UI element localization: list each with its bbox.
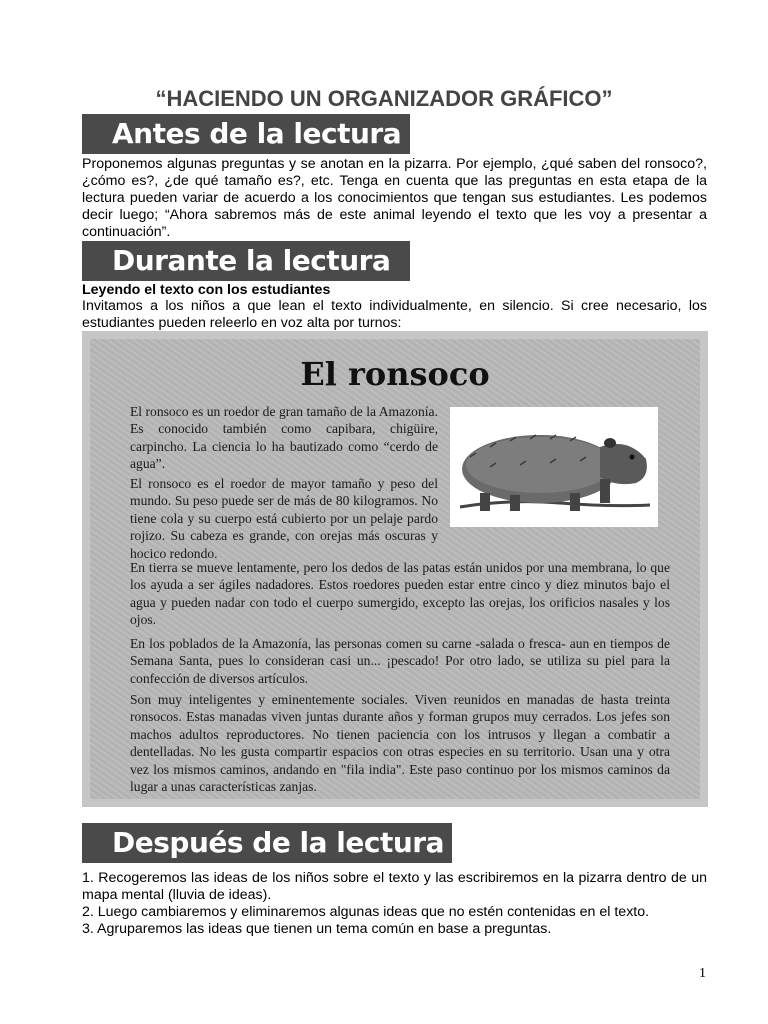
reading-paper xyxy=(90,339,700,799)
section-heading-antes: Antes de la lectura xyxy=(82,114,410,154)
reading-paragraph-2: El ronsoco es el roedor de mayor tamaño y peso del mundo. Su peso puede ser de más de 80 kilogramos. No tiene cola y su cuerpo está cubierto por un pelaje pardo rojizo. Su cabeza es grande, con orejas más oscuras y hocico redondo. xyxy=(130,476,438,561)
page-number: 1 xyxy=(699,966,706,981)
reading-paragraph-3: En tierra se mueve lentamente, pero los dedos de las patas están unidos por una membrana, lo que los ayuda a ser ágiles nadadores. Estos roedores pueden estar entre cinco y diez minutos bajo el agua y pueden nadar con todo el cuerpo sumergido, excepto las orejas, los orificios nasales y los ojos. xyxy=(130,560,670,628)
reading-paragraph-5: Son muy inteligentes y eminentemente sociales. Viven reunidos en manadas de hasta treinta ronsocos. Estas manadas viven juntas durante años y forman grupos muy cerrados. Los jefes son machos adultos reproductores. No tienen paciencia con los intrusos y llegan a combatir a dentelladas. No les gusta compartir espacios con otras especies en su territorio. Usan una y otra vez los mismos caminos, andando en "fila india". Este paso continuo por los mismos caminos da lugar a unas características zanjas. xyxy=(130,692,670,795)
list-item: 3. Agruparemos las ideas que tienen un tema común en base a preguntas. xyxy=(82,921,552,937)
capybara-icon xyxy=(450,407,658,527)
reading-title: El ronsoco xyxy=(300,355,490,393)
despues-list xyxy=(82,870,707,938)
antes-paragraph: Proponemos algunas preguntas y se anotan en la pizarra. Por ejemplo, ¿qué saben del ronsoco?, ¿cómo es?, ¿de qué tamaño es?, etc. Tenga en cuenta que las preguntas en esta etapa de la lectura pueden variar de acuerdo a los conocimientos que tengan sus estudiantes. Les podemos decir luego; “Ahora sabremos más de este animal leyendo el texto que les voy a presentar a continuación”. xyxy=(82,156,707,240)
section-heading-durante: Durante la lectura xyxy=(82,241,410,281)
capybara-illustration xyxy=(450,407,658,527)
durante-subheading: Leyendo el texto con los estudiantes xyxy=(82,282,331,298)
reading-paragraph-1: El ronsoco es un roedor de gran tamaño de la Amazonía. Es conocido también como capibara, chigüire, carpincho. La ciencia lo ha bautizado como “cerdo de agua”. xyxy=(130,404,438,472)
list-item: 2. Luego cambiaremos y eliminaremos algunas ideas que no estén contenidas en el texto. xyxy=(82,904,650,920)
durante-paragraph: Invitamos a los niños a que lean el texto individualmente, en silencio. Si cree necesario, los estudiantes pueden releerlo en voz alta por turnos: xyxy=(82,298,707,331)
reading-card xyxy=(82,331,708,807)
page-title: “HACIENDO UN ORGANIZADOR GRÁFICO” xyxy=(155,86,613,111)
list-item: 1. Recogeremos las ideas de los niños sobre el texto y las escribiremos en la pizarra dentro de un mapa mental (lluvia de ideas). xyxy=(82,870,707,903)
section-heading-despues: Después de la lectura xyxy=(82,823,452,863)
reading-paragraph-4: En los poblados de la Amazonía, las personas comen su carne -salada o fresca- aun en tiempos de Semana Santa, pues lo consideran casi un... ¡pescado! Por otro lado, se utiliza su piel para la confección de diversos artículos. xyxy=(130,636,670,686)
